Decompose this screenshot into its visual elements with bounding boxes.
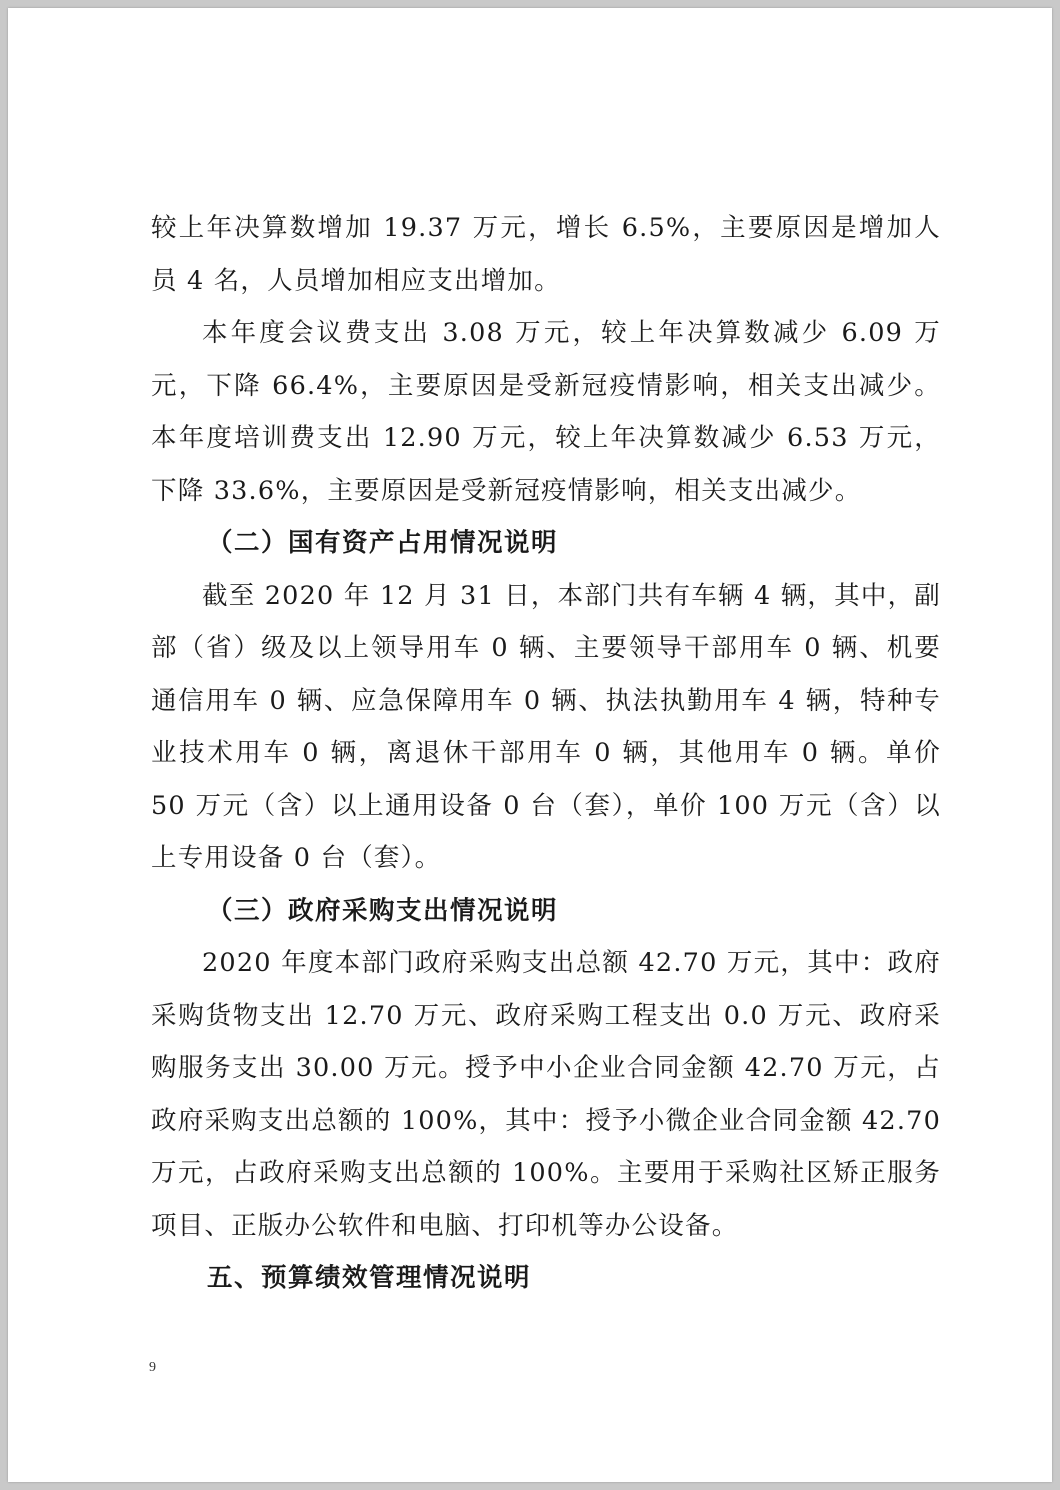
paragraph-personnel-increase: 较上年决算数增加 19.37 万元，增长 6.5%，主要原因是增加人员 4 名，人员增加相应支出增加。 — [151, 213, 941, 296]
heading-government-procurement: （三）政府采购支出情况说明 — [207, 895, 559, 926]
heading-state-assets: （二）国有资产占用情况说明 — [207, 528, 559, 558]
paragraph-procurement-details: 2020 年度本部门政府采购支出总额 42.70 万元，其中：政府采购货物支出 12.70 万元、政府采购工程支出 0.0 万元、政府采购服务支出 30.00 万元。授予中小企业合同金额 42.70 万元，占政府采购支出总额的 100%，其中：授予小微企业合同金额 42.70 万元，占政府采购支出总额的 100%。主要用于采购社区矫正服务项目、正版办公软件和电脑、打印机等办公设备。 — [151, 948, 941, 1241]
paragraph-vehicles-equipment: 截至 2020 年 12 月 31 日，本部门共有车辆 4 辆，其中，副部（省）级及以上领导用车 0 辆、主要领导干部用车 0 辆、机要通信用车 0 辆、应急保障用车 0 辆、执法执勤用车 4 辆，特种专业技术用车 0 辆，离退休干部用车 0 辆，其他用车 0 辆。单价 50 万元（含）以上通用设备 0 台（套），单价 100 万元（含）以上专用设备 0 台（套）。 — [151, 580, 941, 873]
paragraph-meeting-training-fees: 本年度会议费支出 3.08 万元，较上年决算数减少 6.09 万元，下降 66.4%，主要原因是受新冠疫情影响，相关支出减少。本年度培训费支出 12.90 万元，较上年决算数减少 6.53 万元，下降 33.6%，主要原因是受新冠疫情影响，相关支出减少。 — [151, 318, 941, 506]
heading-budget-performance: 五、预算绩效管理情况说明 — [207, 1263, 532, 1293]
document-body — [151, 202, 941, 1305]
document-page — [8, 8, 1052, 1482]
page-number: 9 — [149, 1360, 156, 1375]
